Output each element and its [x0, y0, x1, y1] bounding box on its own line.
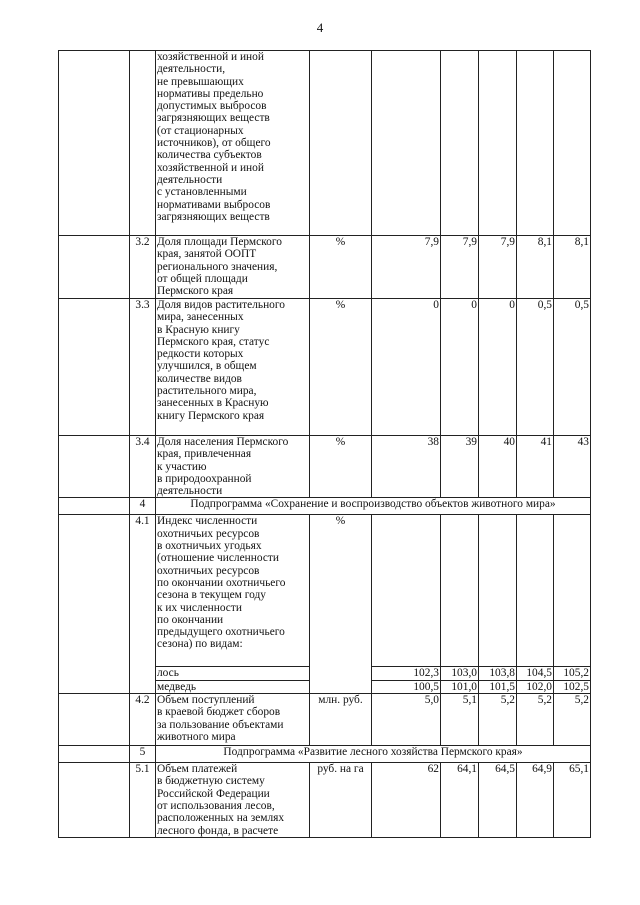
value-cell: 101,0 — [441, 680, 479, 693]
side-cell — [59, 694, 130, 746]
table-row — [59, 51, 591, 236]
table-row — [59, 694, 591, 746]
value-cell: 0 — [372, 299, 441, 436]
value-cell: 43 — [554, 436, 591, 498]
value-cell: 5,2 — [554, 694, 591, 746]
table-row — [59, 746, 591, 763]
unit-cell: % — [310, 515, 372, 694]
value-cell: 40 — [479, 436, 517, 498]
table-row — [59, 498, 591, 515]
side-cell — [59, 299, 130, 436]
value-cell — [517, 51, 554, 236]
value-cell: 100,5 — [372, 680, 441, 693]
value-cell: 0,5 — [554, 299, 591, 436]
value-cell: 7,9 — [372, 236, 441, 299]
indicators-table — [58, 50, 591, 838]
value-cell: 7,9 — [441, 236, 479, 299]
indicator-name: хозяйственной и иной деятельности, не превышающих нормативы предельно допустимых выбросов загрязняющих веществ (от стационарных источников), от общего количества субъектов хозяйственной и иной деятельности с установленными нормативами выбросов загрязняющих веществ — [156, 51, 310, 236]
table-row — [59, 515, 591, 667]
value-cell — [372, 51, 441, 236]
unit-cell: руб. на га — [310, 763, 372, 838]
value-cell — [517, 515, 554, 667]
species-name: медведь — [156, 680, 310, 693]
value-cell: 38 — [372, 436, 441, 498]
row-number: 3.2 — [130, 236, 156, 299]
value-cell — [441, 515, 479, 667]
side-cell — [59, 51, 130, 236]
section-number: 5 — [130, 746, 156, 763]
value-cell: 102,5 — [554, 680, 591, 693]
value-cell — [479, 51, 517, 236]
side-cell — [59, 515, 130, 694]
value-cell: 64,1 — [441, 763, 479, 838]
unit-cell: % — [310, 236, 372, 299]
side-cell — [59, 763, 130, 838]
indicator-name: Доля населения Пермского края, привлеченная к участию в природоохранной деятельности — [156, 436, 310, 498]
indicator-name: Индекс численности охотничьих ресурсов в охотничьих угодьях (отношение численности охотничьих ресурсов по окончании охотничьего сезона в текущем году к их численности по окончании предыдущего охотничьего сезона) по видам: — [156, 515, 310, 667]
page-number: 4 — [316, 20, 324, 35]
value-cell: 101,5 — [479, 680, 517, 693]
value-cell: 105,2 — [554, 667, 591, 680]
value-cell: 64,5 — [479, 763, 517, 838]
value-cell — [441, 51, 479, 236]
section-title: Подпрограмма «Развитие лесного хозяйства Пермского края» — [156, 746, 591, 763]
value-cell: 102,3 — [372, 667, 441, 680]
section-number: 4 — [130, 498, 156, 515]
value-cell: 41 — [517, 436, 554, 498]
value-cell: 0,5 — [517, 299, 554, 436]
value-cell: 8,1 — [517, 236, 554, 299]
value-cell — [310, 51, 372, 236]
value-cell: 103,8 — [479, 667, 517, 680]
section-title: Подпрограмма «Сохранение и воспроизводство объектов животного мира» — [156, 498, 591, 515]
value-cell — [479, 515, 517, 667]
value-cell — [372, 515, 441, 667]
row-number: 4.2 — [130, 694, 156, 746]
row-number: 3.3 — [130, 299, 156, 436]
row-number: 5.1 — [130, 763, 156, 838]
value-cell: 102,0 — [517, 680, 554, 693]
side-cell — [59, 236, 130, 299]
row-number: 4.1 — [130, 515, 156, 694]
value-cell: 5,1 — [441, 694, 479, 746]
row-number: 3.4 — [130, 436, 156, 498]
value-cell: 64,9 — [517, 763, 554, 838]
unit-cell: млн. руб. — [310, 694, 372, 746]
side-cell — [59, 436, 130, 498]
table-row — [59, 299, 591, 436]
value-cell: 7,9 — [479, 236, 517, 299]
species-name: лось — [156, 667, 310, 680]
value-cell: 0 — [441, 299, 479, 436]
value-cell: 65,1 — [554, 763, 591, 838]
table-body — [59, 51, 591, 838]
value-cell: 5,2 — [479, 694, 517, 746]
value-cell: 39 — [441, 436, 479, 498]
value-cell: 103,0 — [441, 667, 479, 680]
value-cell — [554, 51, 591, 236]
indicator-name: Доля видов растительного мира, занесенных в Красную книгу Пермского края, статус редкости которых улучшился, в общем количестве видов растительного мира, занесенных в Красную книгу Пермского края — [156, 299, 310, 436]
indicator-name: Объем поступлений в краевой бюджет сборов за пользование объектами животного мира — [156, 694, 310, 746]
table-row — [59, 236, 591, 299]
table-row — [59, 436, 591, 498]
unit-cell: % — [310, 436, 372, 498]
unit-cell: % — [310, 299, 372, 436]
indicator-name: Доля площади Пермского края, занятой ООПТ регионального значения, от общей площади Пермского края — [156, 236, 310, 299]
side-cell — [59, 746, 130, 763]
table-row — [59, 763, 591, 838]
value-cell — [554, 515, 591, 667]
indicator-name: Объем платежей в бюджетную систему Российской Федерации от использования лесов, расположенных на землях лесного фонда, в расчете — [156, 763, 310, 838]
value-cell: 104,5 — [517, 667, 554, 680]
row-number — [130, 51, 156, 236]
value-cell: 8,1 — [554, 236, 591, 299]
value-cell: 5,0 — [372, 694, 441, 746]
value-cell: 62 — [372, 763, 441, 838]
value-cell: 5,2 — [517, 694, 554, 746]
side-cell — [59, 498, 130, 515]
value-cell: 0 — [479, 299, 517, 436]
